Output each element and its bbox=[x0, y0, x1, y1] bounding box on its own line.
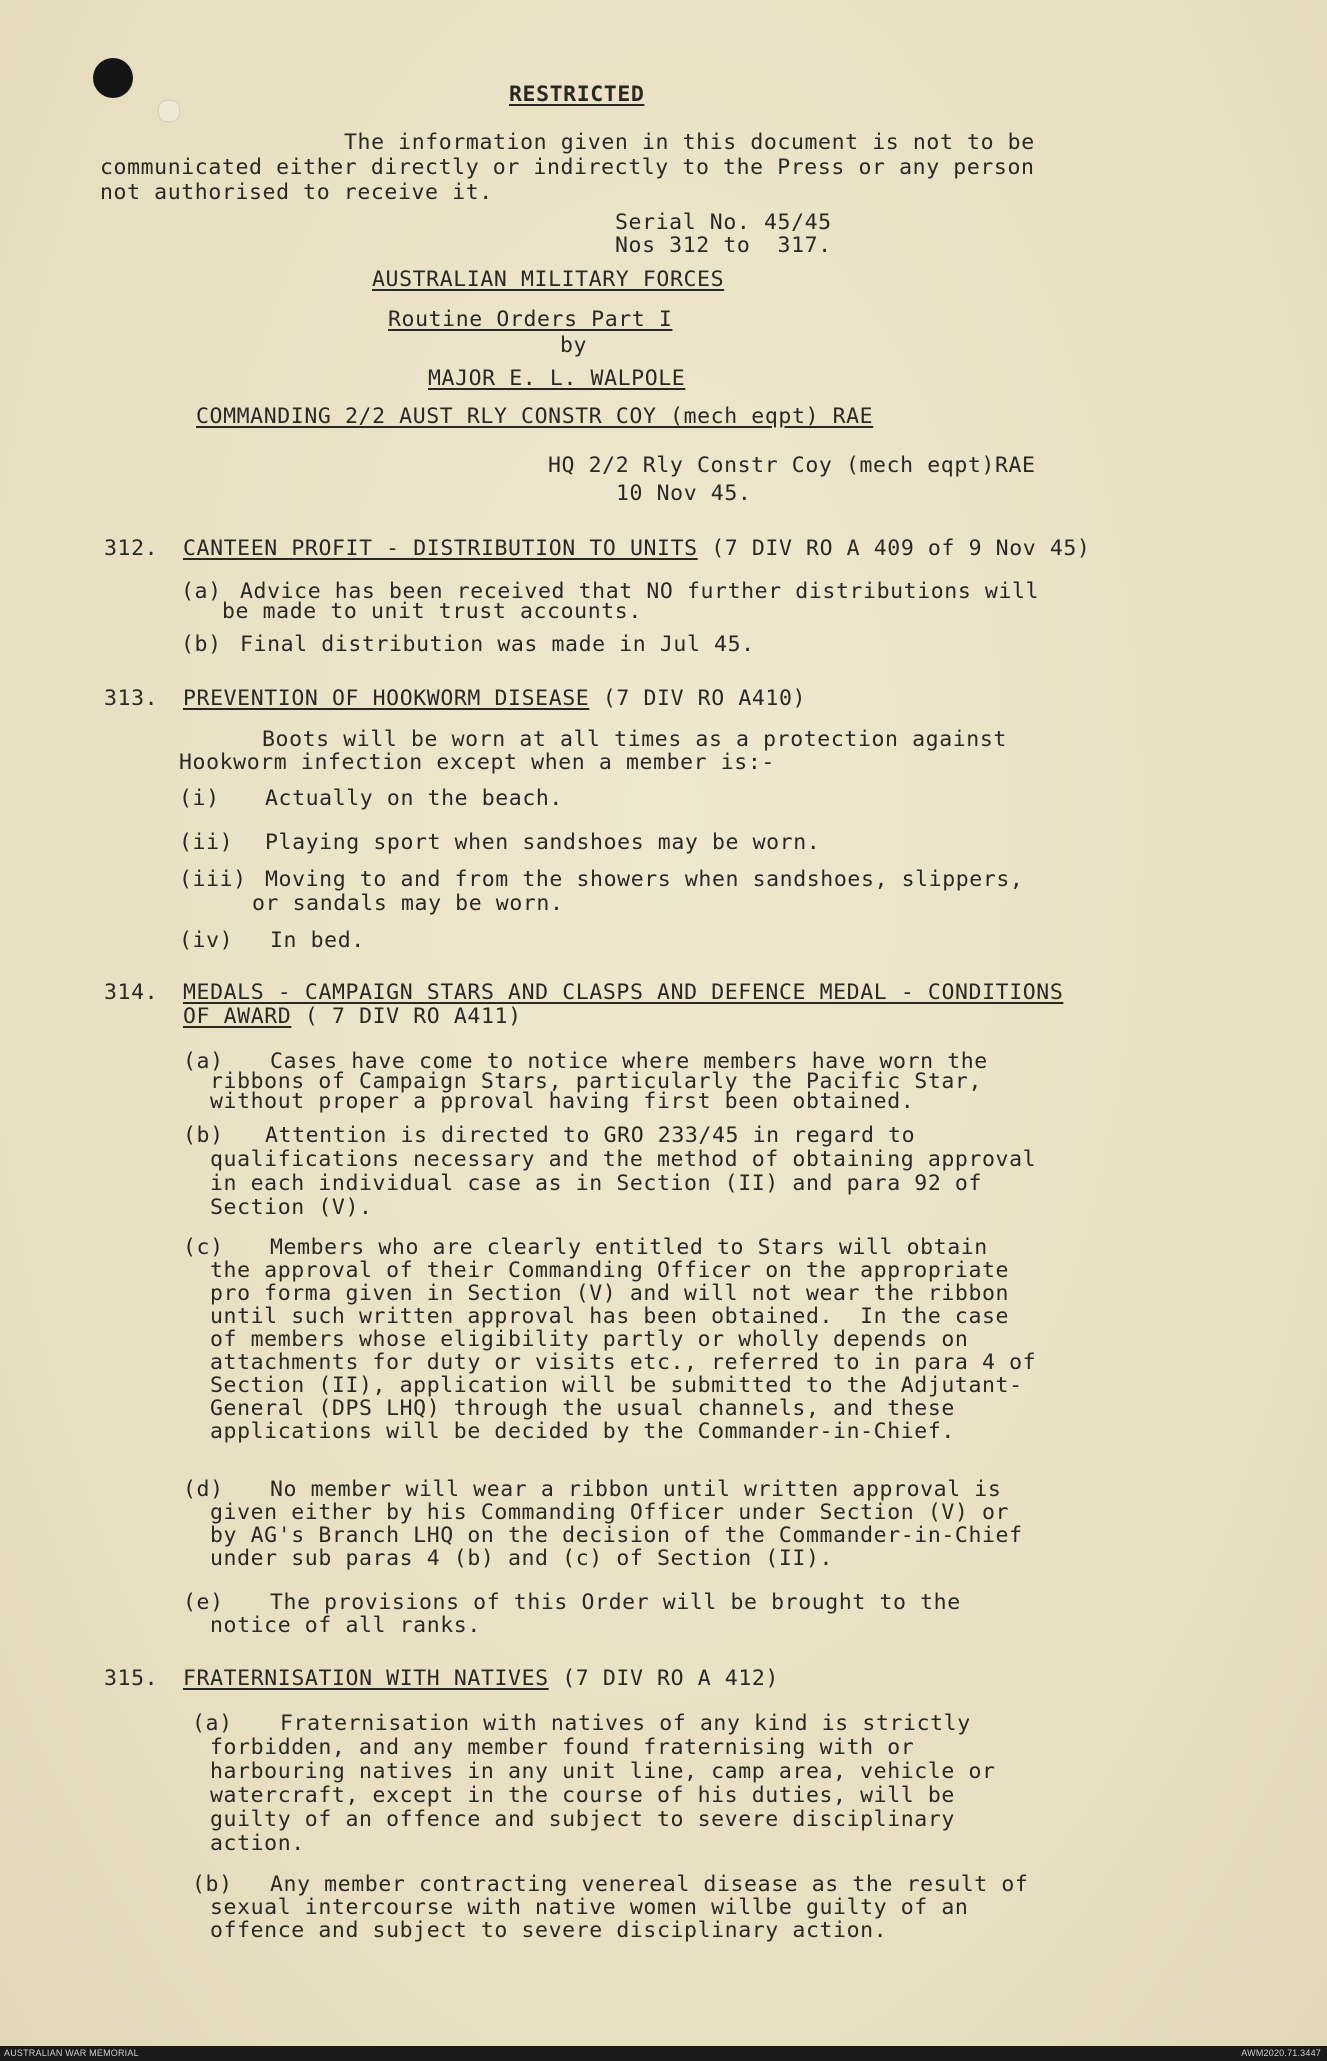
subpara-label: (iv) bbox=[179, 928, 234, 953]
subpara-line: Any member contracting venereal disease as the result of bbox=[270, 1872, 1029, 1897]
subpara-label: (b) bbox=[181, 632, 222, 657]
subpara-line: Advice has been received that NO further distributions will bbox=[240, 579, 1040, 604]
subpara-line: Section (V). bbox=[210, 1195, 373, 1220]
order-heading-line-2 bbox=[183, 1004, 522, 1029]
subpara-line: The provisions of this Order will be brought to the bbox=[270, 1590, 961, 1615]
intro-line: Hookworm infection except when a member is:- bbox=[179, 750, 775, 775]
order-title: PREVENTION OF HOOKWORM DISEASE bbox=[183, 686, 590, 711]
subpara-label: (iii) bbox=[179, 867, 247, 892]
subpara-line: Actually on the beach. bbox=[265, 786, 563, 811]
order-reference: (7 DIV RO A410) bbox=[589, 686, 807, 711]
notice-line-3: not authorised to receive it. bbox=[100, 180, 493, 205]
subpara-line: notice of all ranks. bbox=[210, 1613, 481, 1638]
subpara-line: Final distribution was made in Jul 45. bbox=[240, 632, 755, 657]
subpara-line: ribbons of Campaign Stars, particularly the Pacific Star, bbox=[210, 1069, 983, 1094]
archive-reference: AWM2020.71.3447 bbox=[1241, 2048, 1321, 2058]
subpara-line: General (DPS LHQ) through the usual channels, and these bbox=[210, 1396, 955, 1421]
subpara-line: offence and subject to severe disciplinary action. bbox=[210, 1918, 888, 1943]
subpara-line: watercraft, except in the course of his duties, will be bbox=[210, 1783, 955, 1808]
organisation-title: AUSTRALIAN MILITARY FORCES bbox=[372, 267, 725, 292]
order-heading bbox=[183, 536, 1090, 561]
subpara-line: by AG's Branch LHQ on the decision of the Commander-in-Chief bbox=[210, 1523, 1023, 1548]
subpara-line: qualifications necessary and the method of obtaining approval bbox=[210, 1147, 1037, 1172]
notice-line-1: The information given in this document is not to be bbox=[344, 130, 1035, 155]
subpara-label: (b) bbox=[192, 1872, 233, 1897]
subpara-line: until such written approval has been obtained. In the case bbox=[210, 1304, 1010, 1329]
subpara-line: Members who are clearly entitled to Stars will obtain bbox=[270, 1235, 988, 1260]
hq-line: HQ 2/2 Rly Constr Coy (mech eqpt)RAE bbox=[548, 453, 1036, 478]
subpara-line: No member will wear a ribbon until written approval is bbox=[270, 1477, 1002, 1502]
subpara-line: In bed. bbox=[270, 928, 365, 953]
order-heading bbox=[183, 1666, 779, 1691]
subpara-line: be made to unit trust accounts. bbox=[222, 599, 642, 624]
subpara-line: forbidden, and any member found fraternising with or bbox=[210, 1735, 915, 1760]
subpara-line: Moving to and from the showers when sandshoes, slippers, bbox=[265, 867, 1024, 892]
serial-number: Serial No. 45/45 bbox=[615, 210, 832, 235]
order-title: MEDALS - CAMPAIGN STARS AND CLASPS AND DEFENCE MEDAL - CONDITIONS bbox=[183, 980, 1064, 1005]
subpara-line: Section (II), application will be submitted to the Adjutant- bbox=[210, 1373, 1023, 1398]
subpara-line: guilty of an offence and subject to severe disciplinary bbox=[210, 1807, 955, 1832]
subpara-line: given either by his Commanding Officer under Section (V) or bbox=[210, 1500, 1010, 1525]
subpara-line: the approval of their Commanding Officer on the appropriate bbox=[210, 1258, 1010, 1283]
order-reference: (7 DIV RO A 412) bbox=[548, 1666, 779, 1691]
issuing-officer: MAJOR E. L. WALPOLE bbox=[428, 366, 686, 391]
order-number: 313. bbox=[104, 686, 159, 711]
punch-hole bbox=[93, 58, 133, 98]
subpara-line: Cases have come to notice where members have worn the bbox=[270, 1049, 988, 1074]
subpara-line: harbouring natives in any unit line, camp area, vehicle or bbox=[210, 1759, 996, 1784]
subpara-line: pro forma given in Section (V) and will not wear the ribbon bbox=[210, 1281, 1010, 1306]
subpara-line: Attention is directed to GRO 233/45 in regard to bbox=[265, 1123, 916, 1148]
order-number: 315. bbox=[104, 1666, 159, 1691]
subpara-label: (a) bbox=[183, 1049, 224, 1074]
order-heading bbox=[183, 686, 806, 711]
subpara-line: of members whose eligibility partly or wholly depends on bbox=[210, 1327, 969, 1352]
subpara-line: Fraternisation with natives of any kind is strictly bbox=[280, 1711, 971, 1736]
by-word: by bbox=[560, 333, 588, 358]
subpara-line: under sub paras 4 (b) and (c) of Section (II). bbox=[210, 1546, 834, 1571]
subpara-line: without proper a pproval having first been obtained. bbox=[210, 1089, 915, 1114]
notice-line-2: communicated either directly or indirectly to the Press or any person bbox=[100, 155, 1035, 180]
subpara-label: (a) bbox=[181, 579, 222, 604]
classification-heading: RESTRICTED bbox=[509, 82, 645, 107]
subpara-line: applications will be decided by the Commander-in-Chief. bbox=[210, 1419, 955, 1444]
subpara-line: or sandals may be worn. bbox=[252, 891, 564, 916]
subpara-label: (ii) bbox=[179, 830, 234, 855]
command-line: COMMANDING 2/2 AUST RLY CONSTR COY (mech eqpt) RAE bbox=[196, 404, 874, 429]
subpara-label: (e) bbox=[183, 1590, 224, 1615]
order-number: 312. bbox=[104, 536, 159, 561]
subpara-line: in each individual case as in Section (II) and para 92 of bbox=[210, 1171, 983, 1196]
subpara-label: (d) bbox=[183, 1477, 224, 1502]
order-title-continued: OF AWARD bbox=[183, 1004, 292, 1029]
subpara-line: sexual intercourse with native women willbe guilty of an bbox=[210, 1895, 969, 1920]
order-reference: ( 7 DIV RO A411) bbox=[291, 1004, 522, 1029]
order-title: CANTEEN PROFIT - DISTRIBUTION TO UNITS bbox=[183, 536, 698, 561]
subpara-label: (c) bbox=[183, 1235, 224, 1260]
subpara-label: (i) bbox=[179, 786, 220, 811]
intro-line: Boots will be worn at all times as a protection against bbox=[262, 727, 1007, 752]
subpara-line: Playing sport when sandshoes may be worn. bbox=[265, 830, 821, 855]
issue-date: 10 Nov 45. bbox=[616, 481, 752, 506]
order-number: 314. bbox=[104, 980, 159, 1005]
subpara-label: (b) bbox=[183, 1123, 224, 1148]
order-title: FRATERNISATION WITH NATIVES bbox=[183, 1666, 549, 1691]
order-reference: (7 DIV RO A 409 of 9 Nov 45) bbox=[697, 536, 1091, 561]
tape-residue-mark bbox=[158, 100, 180, 122]
order-numbers: Nos 312 to 317. bbox=[615, 233, 832, 258]
subpara-line: attachments for duty or visits etc., referred to in para 4 of bbox=[210, 1350, 1037, 1375]
subpara-line: action. bbox=[210, 1831, 305, 1856]
subpara-label: (a) bbox=[192, 1711, 233, 1736]
document-type: Routine Orders Part I bbox=[388, 307, 673, 332]
archive-credit: AUSTRALIAN WAR MEMORIAL bbox=[4, 2048, 139, 2058]
